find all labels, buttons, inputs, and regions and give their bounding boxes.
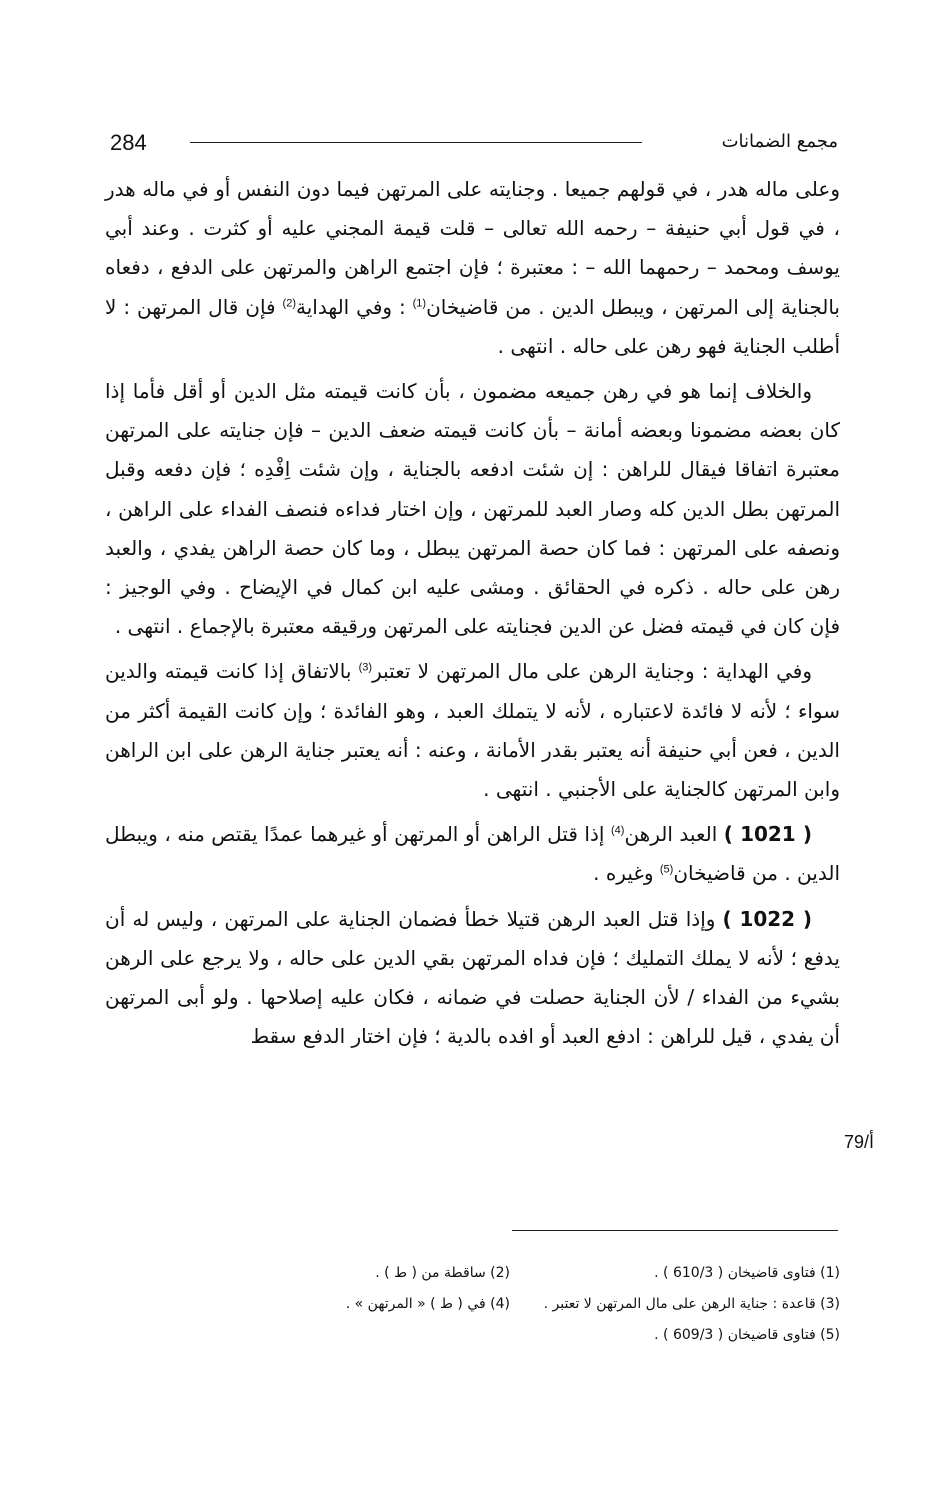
footnote-ref-5: (5): [659, 863, 674, 876]
article-number: ( 1022 ): [722, 906, 812, 931]
footnote-5: (5) فتاوى قاضيخان ( 609/3 ) .: [654, 1327, 840, 1343]
footnote-4: (4) في ( ط ) « المرتهن » .: [345, 1296, 510, 1312]
paragraph-3: [105, 652, 840, 809]
paragraph-2: [105, 372, 840, 646]
paragraph-text: وعلى ماله هدر ، في قولهم جميعا . وجنايته على المرتهن فيما دون النفس أو في ماله هدر ، في قول أبي حنيفة – رحمه الله تعالى – قلت قيمة المجني عليه أو كثرت . وعند أبي يوسف ومحمد – رحمهما الله – : معتبرة ؛ فإن اجتمع الراهن والمرتهن على الدفع ، دفعاه بالجناية إلى المرتهن ، ويبطل الدين . من قاضيخان: [105, 177, 840, 319]
manuscript-folio-marker: 79/أ: [844, 1132, 875, 1152]
footnote-2: (2) ساقطة من ( ط ) .: [375, 1265, 510, 1281]
article-1021: [105, 815, 840, 893]
page-number: 284: [110, 130, 147, 155]
footnote-1: (1) فتاوى قاضيخان ( 610/3 ) .: [654, 1265, 840, 1281]
footnotes: [230, 1258, 840, 1351]
header-rule: [190, 142, 642, 143]
footnote-ref-1: (1): [412, 296, 427, 309]
footnote-line: [230, 1289, 840, 1320]
paragraph-text: : وفي الهداية: [296, 294, 413, 319]
footnote-ref-3: (3): [358, 661, 373, 674]
article-number: ( 1021 ): [723, 822, 813, 847]
paragraph-text: والخلاف إنما هو في رهن جميعه مضمون ، بأن كانت قيمته مثل الدين أو أقل فأما إذا كان بعضه مضمونا وبعضه أمانة – بأن كانت قيمته ضعف الدين – فإن جنايته على المرتهن معتبرة اتفاقا فيقال للراهن : إن شئت ادفعه بالجناية ، وإن شئت اِفْدِه ؛ فإن دفعه وقبل المرتهن بطل الدين كله وصار العبد للمرتهن ، وإن اختار فداءه فنصف الفداء على الراهن ، ونصفه على المرتهن : فما كان حصة المرتهن يبطل ، وما كان حصة الراهن يفدي ، والعبد رهن على حاله . ذكره في الحقائق . ومشى عليه ابن كمال في الإيضاح . وفي الوجيز : فإن كان في قيمته فضل عن الدين فجنايته على المرتهن ورقيقه معتبرة بالإجماع . انتهى .: [105, 379, 840, 639]
main-text: [105, 170, 840, 1062]
paragraph-text: وإذا قتل العبد الرهن قتيلا خطأ فضمان الجناية على المرتهن ، وليس له أن يدفع ؛ لأنه لا يملك التمليك ؛ فإن فداه المرتهن بقي الدين على حاله ، ولا يرجع على الرهن بشيء من الفداء / لأن الجناية حصلت في ضمانه ، فكان عليه إصلاحها . ولو أبى المرتهن أن يفدي ، قيل للراهن : ادفع العبد أو افده بالدية ؛ فإن اختار الدفع سقط: [105, 906, 840, 1049]
footnote-line: [230, 1258, 840, 1289]
footnote-ref-2: (2): [282, 296, 297, 309]
footnote-3: (3) قاعدة : جناية الرهن على مال المرتهن لا تعتبر .: [543, 1296, 840, 1312]
running-title: مجمع الضمانات: [721, 131, 838, 152]
paragraph-text: بالاتفاق إذا كانت قيمته والدين سواء ؛ لأنه لا فائدة لاعتباره ، لأنه لا يتملك العبد ، وهو الفائدة ؛ وإن كانت القيمة أكثر من الدين ، فعن أبي حنيفة أنه يعتبر بقدر الأمانة ، وعنه : أنه يعتبر جناية الرهن على ابن الراهن وابن المرتهن كالجناية على الأجنبي . انتهى .: [105, 659, 840, 802]
running-header: [110, 128, 838, 164]
paragraph-1: [105, 170, 840, 366]
paragraph-text: وغيره .: [593, 861, 660, 886]
footnote-line: [230, 1320, 840, 1351]
paragraph-text: العبد الرهن: [624, 822, 724, 847]
article-1022: [105, 900, 840, 1057]
paragraph-text: وفي الهداية : وجناية الرهن على مال المرتهن لا تعتبر: [372, 659, 812, 684]
paragraph-text: إذا قتل الراهن أو المرتهن أو غيرهما عمدًا يقتص منه ، ويبطل الدين . من قاضيخان: [105, 822, 840, 886]
footnote-ref-4: (4): [610, 824, 625, 837]
paragraph-text: فإن قال المرتهن : لا أطلب الجناية فهو رهن على حاله . انتهى .: [105, 294, 840, 358]
footnote-separator: [512, 1230, 838, 1231]
